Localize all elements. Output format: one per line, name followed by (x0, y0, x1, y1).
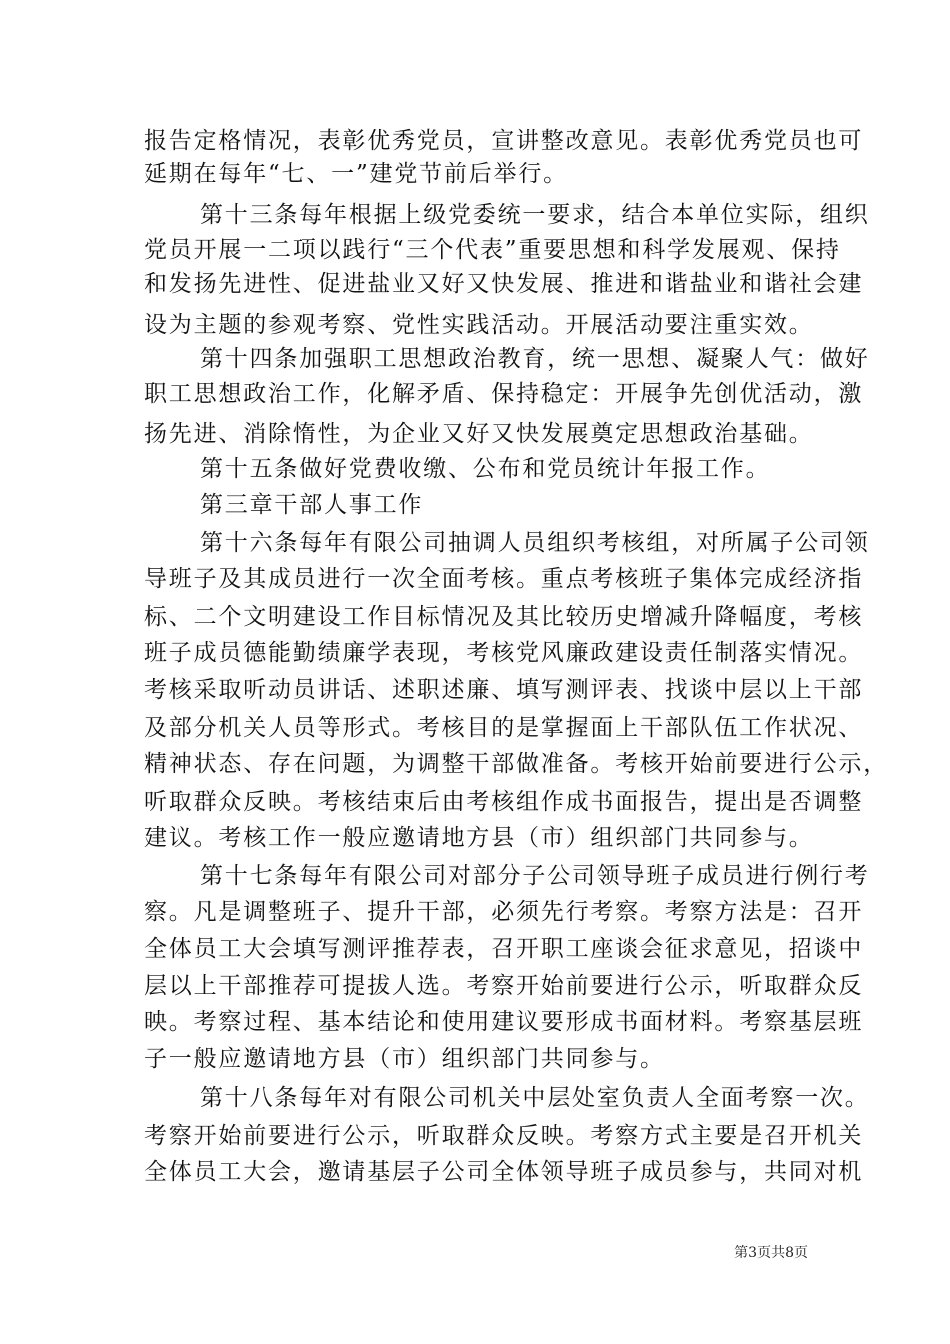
text-line: 设为主题的参观考察、党性实践活动。开展活动要注重实效。 (144, 312, 814, 338)
text-line: 听取群众反映。考核结束后由考核组作成书面报告，提出是否调整 (144, 789, 864, 815)
text-line: 全体员工大会，邀请基层子公司全体领导班子成员参与，共同对机 (144, 1159, 864, 1185)
text-line: 扬先进、消除惰性，为企业又好又快发展奠定思想政治基础。 (144, 421, 814, 447)
text-line: 及部分机关人员等形式。考核目的是掌握面上干部队伍工作状况、 (144, 715, 864, 741)
text-line: 精神状态、存在问题，为调整干部做准备。考核开始前要进行公示， (144, 751, 888, 777)
text-line: 党员开展一二项以践行“三个代表”重要思想和科学发展观、保持 (144, 237, 841, 263)
text-line: 第十四条加强职工思想政治教育，统一思想、凝聚人气：做好 (200, 346, 870, 372)
text-line: 考核采取听动员讲话、述职述廉、填写测评表、找谈中层以上干部 (144, 677, 864, 703)
text-line: 第十八条每年对有限公司机关中层处室负责人全面考察一次。 (200, 1085, 870, 1111)
text-line: 职工思想政治工作，化解矛盾、保持稳定：开展争先创优活动，激 (144, 381, 864, 407)
text-line: 层以上干部推荐可提拔人选。考察开始前要进行公示，听取群众反 (144, 973, 864, 999)
text-line: 建议。考核工作一般应邀请地方县（市）组织部门共同参与。 (144, 825, 814, 851)
text-line: 导班子及其成员进行一次全面考核。重点考核班子集体完成经济指 (144, 566, 864, 592)
text-line: 映。考察过程、基本结论和使用建议要形成书面材料。考察基层班 (144, 1009, 864, 1035)
text-line: 第十三条每年根据上级党委统一要求，结合本单位实际，组织 (200, 202, 870, 228)
text-line: 和发扬先进性、促进盐业又好又快发展、推进和谐盐业和谐社会建 (144, 271, 864, 297)
section-heading: 第三章干部人事工作 (200, 492, 424, 518)
text-line: 考察开始前要进行公示，听取群众反映。考察方式主要是召开机关 (144, 1123, 864, 1149)
text-line: 察。凡是调整班子、提升干部，必须先行考察。考察方法是：召开 (144, 899, 864, 925)
text-line: 班子成员德能勤绩廉学表现，考核党风廉政建设责任制落实情况。 (144, 640, 864, 666)
text-line: 子一般应邀请地方县（市）组织部门共同参与。 (144, 1046, 665, 1072)
page-number: 第3页共8页 (734, 1245, 808, 1261)
text-line: 全体员工大会填写测评推荐表，召开职工座谈会征求意见，招谈中 (144, 936, 864, 962)
text-line: 第十五条做好党费收缴、公布和党员统计年报工作。 (200, 456, 771, 482)
text-line: 延期在每年“七、一”建党节前后举行。 (144, 161, 568, 187)
text-line: 第十六条每年有限公司抽调人员组织考核组，对所属子公司领 (200, 530, 870, 556)
text-line: 报告定格情况，表彰优秀党员，宣讲整改意见。表彰优秀党员也可 (144, 128, 864, 154)
text-line: 第十七条每年有限公司对部分子公司领导班子成员进行例行考 (200, 863, 870, 889)
text-line: 标、二个文明建设工作目标情况及其比较历史增减升降幅度，考核 (144, 604, 864, 630)
